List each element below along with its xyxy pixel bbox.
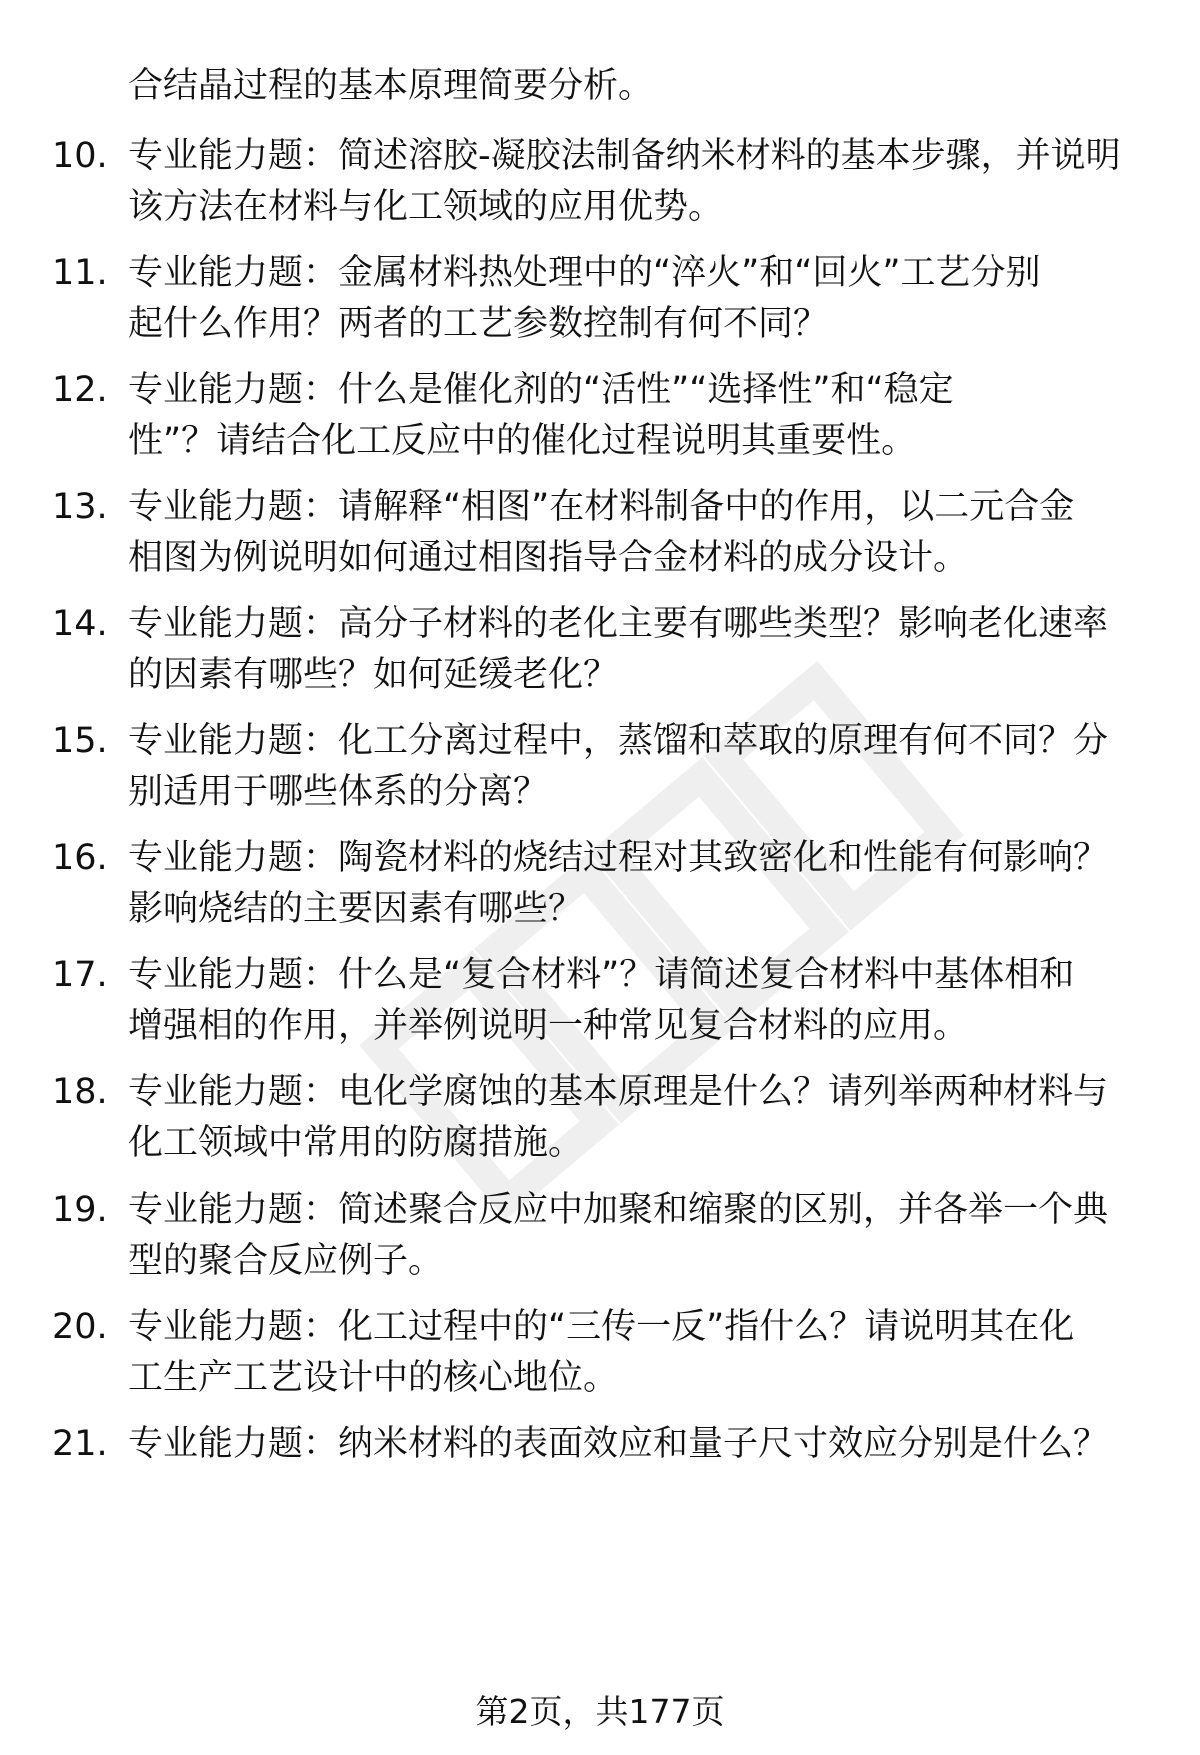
question-number: 13.: [52, 487, 108, 527]
question-text-line: 专业能力题：化工过程中的“三传一反”指什么？请说明其在化: [128, 1307, 1075, 1347]
question-number: 15.: [52, 721, 108, 761]
question-number: 16.: [52, 838, 108, 878]
question-number: 12.: [52, 370, 108, 410]
question-text-line: 起什么作用？两者的工艺参数控制有何不同？: [128, 304, 829, 344]
question-number: 19.: [52, 1190, 108, 1230]
question-text-line: 该方法在材料与化工领域的应用优势。: [128, 187, 724, 227]
question-text-line: 专业能力题：简述溶胶-凝胶法制备纳米材料的基本步骤，并说明: [128, 136, 1121, 176]
question-text-line: 专业能力题：什么是催化剂的“活性”“选择性”和“稳定: [128, 370, 954, 410]
question-number: 17.: [52, 955, 108, 995]
question-text-line: 性”？请结合化工反应中的催化过程说明其重要性。: [128, 421, 917, 461]
question-text-line: 专业能力题：电化学腐蚀的基本原理是什么？请列举两种材料与: [128, 1072, 1109, 1112]
question-text-line: 工生产工艺设计中的核心地位。: [128, 1358, 619, 1398]
question-text-line: 相图为例说明如何通过相图指导合金材料的成分设计。: [128, 538, 969, 578]
page-footer: 第2页，共177页: [475, 1692, 725, 1731]
question-text-line: 专业能力题：高分子材料的老化主要有哪些类型？影响老化速率: [128, 604, 1109, 644]
question-text-line: 化工领域中常用的防腐措施。: [128, 1123, 584, 1163]
question-number: 10.: [52, 136, 108, 176]
question-text-line: 型的聚合反应例子。: [128, 1241, 444, 1281]
continuation-text: 合结晶过程的基本原理简要分析。: [128, 66, 654, 106]
question-number: 20.: [52, 1307, 108, 1347]
question-text-line: 增强相的作用，并举例说明一种常见复合材料的应用。: [128, 1006, 969, 1046]
question-text-line: 专业能力题：金属材料热处理中的“淬火”和“回火”工艺分别: [128, 253, 1041, 293]
question-number: 21.: [52, 1424, 108, 1464]
question-number: 18.: [52, 1072, 108, 1112]
question-text-line: 影响烧结的主要因素有哪些？: [128, 889, 584, 929]
question-text-line: 专业能力题：简述聚合反应中加聚和缩聚的区别，并各举一个典: [128, 1190, 1109, 1230]
question-text-line: 别适用于哪些体系的分离？: [128, 772, 549, 812]
question-number: 14.: [52, 604, 108, 644]
question-number: 11.: [52, 253, 108, 293]
question-text-line: 专业能力题：请解释“相图”在材料制备中的作用，以二元合金: [128, 487, 1075, 527]
question-text-line: 的因素有哪些？如何延缓老化？: [128, 655, 619, 695]
question-text-line: 专业能力题：什么是“复合材料”？请简述复合材料中基体相和: [128, 955, 1075, 995]
question-text-line: 专业能力题：陶瓷材料的烧结过程对其致密化和性能有何影响？: [128, 838, 1109, 878]
question-text-line: 专业能力题：纳米材料的表面效应和量子尺寸效应分别是什么？: [128, 1424, 1109, 1464]
question-text-line: 专业能力题：化工分离过程中，蒸馏和萃取的原理有何不同？分: [128, 721, 1109, 761]
